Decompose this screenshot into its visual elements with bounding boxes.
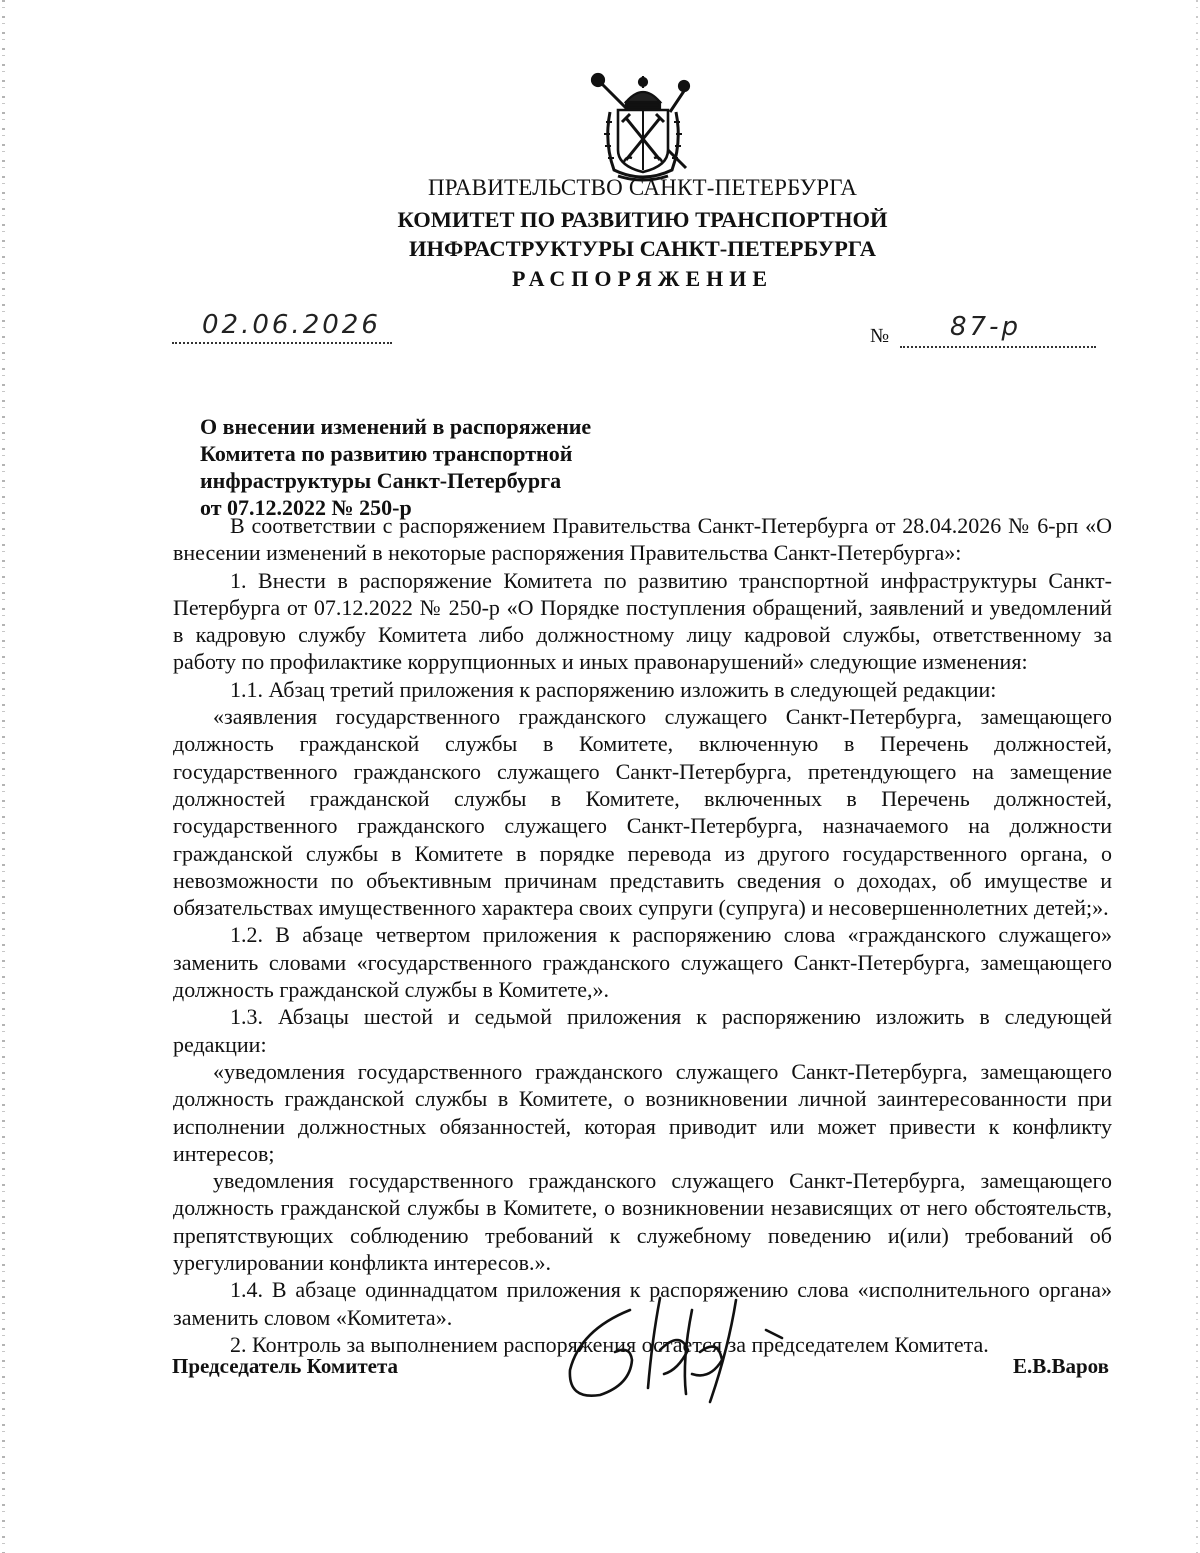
- body-paragraph: «заявления государственного гражданского служащего Санкт-Петербурга, замещающего должность гражданской службы в Комитете, включенную в Перечень должностей, государственного гражданского служащего Санкт-Петербурга, претендующего на замещение должностей гражданской службы в Комитете, включенных в Перечень должностей, государственного гражданского служащего Санкт-Петербурга, назначаемого на должности гражданской службы в Комитете в порядке перевода из другого государственного органа, о невозможности по объективным причинам представить сведения о доходах, об имуществе и обязательствах имущественного характера своих супруги (супруга) и несовершеннолетних детей;».: [173, 704, 1112, 921]
- document-subject: [200, 413, 670, 521]
- government-heading: ПРАВИТЕЛЬСТВО САНКТ-ПЕТЕРБУРГА: [427, 175, 858, 200]
- body-paragraph: 1. Внести в распоряжение Комитета по развитию транспортной инфраструктуры Санкт-Петербурга от 07.12.2022 № 250-р «О Порядке поступления обращений, заявлений и уведомлений в кадровую службу Комитета либо должностному лицу кадровой службы, ответственному за работу по профилактике коррупционных и иных правонарушений» следующие изменения:: [173, 567, 1112, 675]
- handwritten-signature-icon: [560, 1290, 820, 1420]
- subject-line: Комитета по развитию транспортной: [200, 441, 573, 466]
- signatory-title: Председатель Комитета: [172, 1354, 399, 1378]
- subject-line: О внесении изменений в распоряжение: [200, 414, 592, 439]
- body-paragraph: 1.2. В абзаце четвертом приложения к распоряжению слова «гражданского служащего» заменить словами «государственного гражданского служащего Санкт-Петербурга, замещающего должность гражданской службы в Комитете,».: [173, 922, 1112, 1003]
- number-sign: №: [870, 325, 890, 347]
- handwritten-number: 87-р: [950, 312, 1021, 342]
- number-field: [870, 312, 1096, 350]
- committee-heading-line2: ИНФРАСТРУКТУРЫ САНКТ-ПЕТЕРБУРГА: [409, 236, 876, 261]
- subject-line: инфраструктуры Санкт-Петербурга: [200, 468, 562, 493]
- date-dotted-line: [172, 342, 392, 344]
- body-paragraph: 1.1. Абзац третий приложения к распоряжению изложить в следующей редакции:: [230, 676, 997, 702]
- coat-of-arms-icon: [588, 72, 698, 184]
- document-body: [173, 512, 1112, 1358]
- number-dotted-line: [900, 346, 1096, 348]
- handwritten-date: 02.06.2026: [202, 310, 381, 340]
- body-paragraph: В соответствии с распоряжением Правительства Санкт-Петербурга от 28.04.2026 № 6-рп «О внесении изменений в некоторые распоряжения Правительства Санкт-Петербурга»:: [173, 513, 1112, 566]
- body-paragraph: «уведомления государственного гражданского служащего Санкт-Петербурга, замещающего должность гражданской службы в Комитете, о возникновении личной заинтересованности при исполнении должностных обязанностей, которая приводит или может привести к конфликту интересов;: [173, 1058, 1112, 1166]
- subject-line: от 07.12.2022 № 250-р: [200, 495, 412, 520]
- signatory-name: Е.В.Варов: [1012, 1354, 1109, 1378]
- date-field: [172, 310, 392, 346]
- body-paragraph: 2. Контроль за выполнением распоряжения остается за председателем Комитета.: [230, 1331, 989, 1357]
- body-paragraph: 1.3. Абзацы шестой и седьмой приложения к распоряжению изложить в следующей редакции:: [173, 1004, 1112, 1057]
- body-paragraph: уведомления государственного гражданского служащего Санкт-Петербурга, замещающего должность гражданской службы в Комитете, о возникновении независящих от него обстоятельств, препятствующих соблюдению требований к служебному поведению и(или) требований об урегулировании конфликта интересов.».: [173, 1168, 1112, 1276]
- committee-heading-line1: КОМИТЕТ ПО РАЗВИТИЮ ТРАНСПОРТНОЙ: [397, 207, 888, 232]
- committee-heading: [0, 205, 1200, 263]
- document-type-heading: РАСПОРЯЖЕНИЕ: [511, 266, 774, 291]
- body-paragraph: 1.4. В абзаце одиннадцатом приложения к распоряжению слова «исполнительного органа» заменить словом «Комитета».: [173, 1277, 1112, 1330]
